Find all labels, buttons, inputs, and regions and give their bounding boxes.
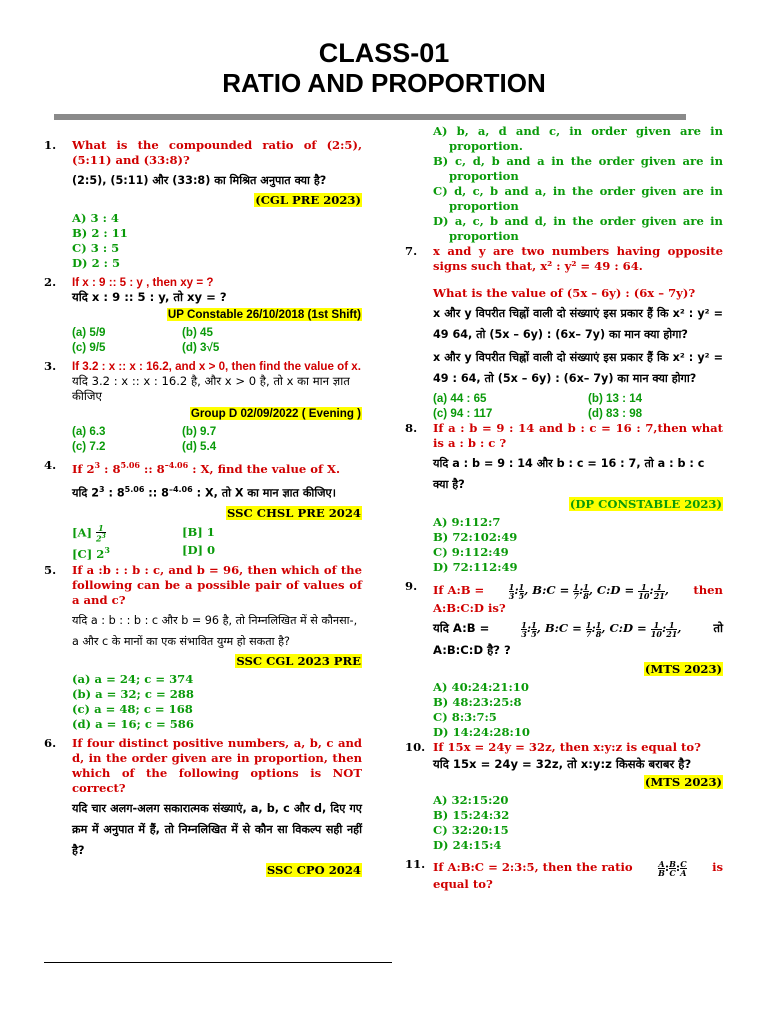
option: A) 32:15:20 bbox=[433, 793, 509, 807]
option: [D] 0 bbox=[182, 543, 216, 558]
option: C) 8:3:7:5 bbox=[433, 710, 497, 724]
option: D) 72:112:49 bbox=[433, 560, 518, 574]
question-text: If A:B:C = 2:3:5, then the ratio $\frac{A}{B}$ : $\frac{B}{C}$ : $\frac{C}{A}$ is bbox=[433, 858, 723, 878]
option: B) c, d, b and a in the order given are in proportion bbox=[433, 154, 723, 183]
option: C) d, c, b and a, in the order given are in proportion bbox=[433, 184, 723, 213]
question-text-hindi: यदि a : b : : b : c और b = 96 है, तो निम्नलिखित में से कौनसा-, a और c के मानों का एक संभावित युग्म हो सकता है? bbox=[72, 614, 358, 649]
option: A) 9:112:7 bbox=[433, 515, 501, 529]
option: (b) 13 : 14 bbox=[588, 392, 643, 405]
header-divider bbox=[54, 114, 686, 120]
option: (b) a = 32; c = 288 bbox=[72, 687, 194, 702]
question-text-hindi: यदि a : b = 9 : 14 और b : c = 16 : 7, तो a : b : c क्या है? bbox=[433, 457, 705, 491]
question-text-hindi: यदि $2^3$ : $8^{5.06}$ :: $8^{-4.06}$ : X, तो X का मान ज्ञात कीजिए। bbox=[72, 484, 336, 500]
question-text: If A:B = $\frac{1}{3}$ : $\frac{1}{5}$ , B:C = $\frac{1}{7}$ : $\frac{1}{8}$ , C:D = $\frac{1}{10}$ : $\frac{1}{21}$ , then bbox=[433, 581, 723, 601]
question-2: 2. If x : 9 :: 5 : y , then xy = ? यदि x : 9 :: 5 : y, तो xy = ? UP Constable 26/10/2018 (1st Shift) (a) 5/9 (b) 45 (c) 9/5 (d) 3√5 bbox=[44, 275, 361, 354]
option: C) 9:112:49 bbox=[433, 545, 509, 559]
exam-tag: (MTS 2023) bbox=[644, 775, 722, 789]
option: B) 15:24:32 bbox=[433, 808, 510, 822]
option: C) 3 : 5 bbox=[72, 241, 120, 255]
option: [C] $2^3$ bbox=[72, 545, 110, 562]
option: (b) 9.7 bbox=[182, 425, 217, 438]
question-text-hindi: x और y विपरीत चिह्नों वाली दो संख्याएं इस प्रकार हैं कि x² : y² = 49 : 64, तो (5x – 6y) : (6x– 7y) का मान क्या होगा? bbox=[433, 351, 723, 385]
question-11: 11. If A:B:C = 2:3:5, then the ratio $\frac{A}{B}$ : $\frac{B}{C}$ : $\frac{C}{A}$ is equal to? bbox=[405, 857, 723, 891]
question-text: If a : b = 9 : 14 and b : c = 16 : 7,then what is a : b : c ? bbox=[433, 421, 723, 450]
option: (c) 7.2 bbox=[72, 440, 106, 453]
exam-tag: UP Constable 26/10/2018 (1st Shift) bbox=[167, 308, 361, 321]
exam-tag: (MTS 2023) bbox=[644, 662, 722, 676]
question-text: If four distinct positive numbers, a, b, c and d, in the order given are in proportion, then which of the following options is NOT correct? bbox=[72, 736, 362, 796]
question-8: 8. If a : b = 9 : 14 and b : c = 16 : 7,then what is a : b : c ? यदि a : b = 9 : 14 और b : c = 16 : 7, तो a : b : c क्या है? (DP CONSTABLE 2023) A) 9:112:7 B) 72:102:49 C) 9:112:49 D) 72:112:49 bbox=[405, 421, 723, 574]
question-text-hindi: यदि 3.2 : x :: x : 16.2 है, और x > 0 है, तो x का मान ज्ञात कीजिए bbox=[72, 374, 350, 403]
option: (d) 5.4 bbox=[182, 440, 217, 453]
option: A) 3 : 4 bbox=[72, 211, 120, 225]
option: [B] 1 bbox=[182, 524, 215, 539]
option: B) 72:102:49 bbox=[433, 530, 518, 544]
question-9: 9. If A:B = $\frac{1}{3}$ : $\frac{1}{5}$ , B:C = $\frac{1}{7}$ : $\frac{1}{8}$ , C:D = $\frac{1}{10}$ : $\frac{1}{21}$ , then A:B:C:D is? यदि A:B = $\frac{1}{3}$ : $\frac{1}{5}$ , B:C = $\frac{1}{7}$ : $\frac{1}{8}$ , C:D = $\frac{1}{10}$ : $\frac{1}{21}$ , तो A:B:C:D है? ? (MTS 2023) A) 40:24:21:10 B) 48:23:25:8 C) 8:3:7:5 D) 14:24:28:10 bbox=[405, 579, 723, 739]
question-text-hindi: यदि A:B = $\frac{1}{3}$ : $\frac{1}{5}$ , B:C = $\frac{1}{7}$ : $\frac{1}{8}$ , C:D = $\frac{1}{10}$ : $\frac{1}{21}$ , तो bbox=[433, 619, 723, 639]
option: (c) 9/5 bbox=[72, 341, 106, 354]
option: (d) 3√5 bbox=[182, 341, 220, 354]
option: (a) 6.3 bbox=[72, 425, 106, 438]
option: (a) 5/9 bbox=[72, 326, 106, 339]
exam-tag: SSC CHSL PRE 2024 bbox=[227, 505, 361, 520]
chapter-title: RATIO AND PROPORTION bbox=[222, 68, 546, 98]
option: (a) a = 24; c = 374 bbox=[72, 672, 194, 687]
option: [A] $\frac{1}{2^3}$ bbox=[72, 522, 106, 544]
right-column bbox=[405, 124, 723, 892]
left-column bbox=[44, 138, 362, 881]
option: (d) a = 16; c = 586 bbox=[72, 717, 194, 732]
option: A) 40:24:21:10 bbox=[433, 680, 529, 694]
question-text-hindi: (2:5), (5:11) और (33:8) का मिश्रित अनुपात क्या है? bbox=[72, 174, 327, 187]
option: D) 14:24:28:10 bbox=[433, 725, 530, 739]
question-text-hindi: x और y विपरीत चिह्नों वाली दो संख्याएं इस प्रकार हैं कि x² : y² = 49 64, तो (5x – 6y) : (6x– 7y) का मान क्या होगा? bbox=[433, 307, 723, 341]
question-text: What is the compounded ratio of (2:5), (5:11) and (33:8)? bbox=[72, 138, 362, 167]
option: D) 24:15:4 bbox=[433, 838, 502, 852]
question-text-hindi: यदि चार अलग-अलग सकारात्मक संख्याएं, a, b, c और d, दिए गए क्रम में अनुपात में हैं, तो निम्नलिखित में से कौन सा विकल्प सही नहीं है? bbox=[72, 802, 362, 858]
option: (b) 45 bbox=[182, 326, 213, 339]
option: (d) 83 : 98 bbox=[588, 407, 643, 420]
question-text: If 3.2 : x :: x : 16.2, and x > 0, then find the value of x. bbox=[72, 360, 361, 373]
question-text-hindi: A:B:C:D है? ? bbox=[433, 643, 511, 657]
question-10: 10. If 15x = 24y = 32z, then x:y:z is equal to? यदि 15x = 24y = 32z, तो x:y:z किसके बराबर है? (MTS 2023) A) 32:15:20 B) 15:24:32 C) 32:20:15 D) 24:15:4 bbox=[405, 740, 722, 852]
question-text: If 15x = 24y = 32z, then x:y:z is equal to? bbox=[433, 740, 701, 754]
exam-tag: Group D 02/09/2022 ( Evening ) bbox=[190, 407, 361, 420]
question-text: equal to? bbox=[433, 877, 493, 891]
question-text-hindi: यदि 15x = 24y = 32z, तो x:y:z किसके बराबर है? bbox=[433, 757, 692, 771]
question-text: If x : 9 :: 5 : y , then xy = ? bbox=[72, 276, 214, 289]
exam-tag: SSC CGL 2023 PRE bbox=[236, 654, 361, 669]
exam-tag: (DP CONSTABLE 2023) bbox=[569, 497, 722, 511]
option: D) a, c, b and d, in the order given are in proportion bbox=[433, 214, 723, 243]
option: B) 2 : 11 bbox=[72, 226, 128, 240]
question-4: 4. If $2^3$ : $8^{5.06}$ :: $8^{-4.06}$ : X, find the value of X. यदि $2^3$ : $8^{5.06}$ :: $8^{-4.06}$ : X, तो X का मान ज्ञात कीजिए। SSC CHSL PRE 2024 [A] $\frac{1}{2^3}$ [B] 1 [C] $2^3$ [D] 0 bbox=[44, 458, 361, 562]
footnote-rule bbox=[44, 962, 392, 963]
option: (c) 94 : 117 bbox=[433, 407, 493, 420]
option: C) 32:20:15 bbox=[433, 823, 509, 837]
question-text-hindi: यदि x : 9 :: 5 : y, तो xy = ? bbox=[72, 290, 227, 304]
question-text: If a :b : : b : c, and b = 96, then which of the following can be a possible pair of values of a and c? bbox=[72, 563, 362, 608]
question-3: 3. If 3.2 : x :: x : 16.2, and x > 0, then find the value of x. यदि 3.2 : x :: x : 16.2 है, और x > 0 है, तो x का मान ज्ञात कीजिए Group D 02/09/2022 ( Evening ) (a) 6.3 (b) 9.7 (c) 7.2 (d) 5.4 bbox=[44, 359, 361, 453]
option: D) 2 : 5 bbox=[72, 256, 121, 270]
question-6: 6. If four distinct positive numbers, a, b, c and d, in the order given are in proportion, then which of the following options is NOT correct? यदि चार अलग-अलग सकारात्मक संख्याएं, a, b, c और d, दिए गए क्रम में अनुपात में हैं, तो निम्नलिखित में से कौन सा विकल्प सही नहीं है? SSC CPO 2024 bbox=[44, 736, 362, 878]
option: A) b, a, d and c, in order given are in proportion. bbox=[433, 124, 723, 153]
page-header bbox=[0, 38, 768, 98]
question-text: What is the value of (5x – 6y) : (6x – 7y)? bbox=[433, 286, 696, 300]
question-1: 1. What is the compounded ratio of (2:5), (5:11) and (33:8)? (2:5), (5:11) और (33:8) का मिश्रित अनुपात क्या है? (CGL PRE 2023) A) 3 : 4 B) 2 : 11 C) 3 : 5 D) 2 : 5 bbox=[44, 138, 362, 270]
question-text: x and y are two numbers having opposite signs such that, x² : y² = 49 : 64. bbox=[433, 244, 723, 273]
option: B) 48:23:25:8 bbox=[433, 695, 522, 709]
question-5: 5. If a :b : : b : c, and b = 96, then which of the following can be a possible pair of values of a and c? यदि a : b : : b : c और b = 96 है, तो निम्नलिखित में से कौनसा-, a और c के मानों का एक संभावित युग्म हो सकता है? SSC CGL 2023 PRE (a) a = 24; c = 374 (b) a = 32; c = 288 (c) a = 48; c = 168 (d) a = 16; c = 586 bbox=[44, 563, 362, 732]
question-7: 7. x and y are two numbers having opposite signs such that, x² : y² = 49 : 64. What is the value of (5x – 6y) : (6x – 7y)? x और y विपरीत चिह्नों वाली दो संख्याएं इस प्रकार हैं कि x² : y² = 49 64, तो (5x – 6y) : (6x– 7y) का मान क्या होगा? x और y विपरीत चिह्नों वाली दो संख्याएं इस प्रकार हैं कि x² : y² = 49 : 64, तो (5x – 6y) : (6x– 7y) का मान क्या होगा? (a) 44 : 65 (b) 13 : 14 (c) 94 : 117 (d) 83 : 98 bbox=[405, 244, 723, 420]
class-title: CLASS-01 bbox=[318, 38, 450, 68]
option: (a) 44 : 65 bbox=[433, 392, 487, 405]
option: (c) a = 48; c = 168 bbox=[72, 702, 193, 717]
question-text: A:B:C:D is? bbox=[433, 601, 506, 615]
exam-tag: SSC CPO 2024 bbox=[266, 863, 361, 878]
exam-tag: (CGL PRE 2023) bbox=[255, 193, 361, 207]
question-text: If $2^3$ : $8^{5.06}$ :: $8^{-4.06}$ : X, find the value of X. bbox=[72, 460, 341, 476]
